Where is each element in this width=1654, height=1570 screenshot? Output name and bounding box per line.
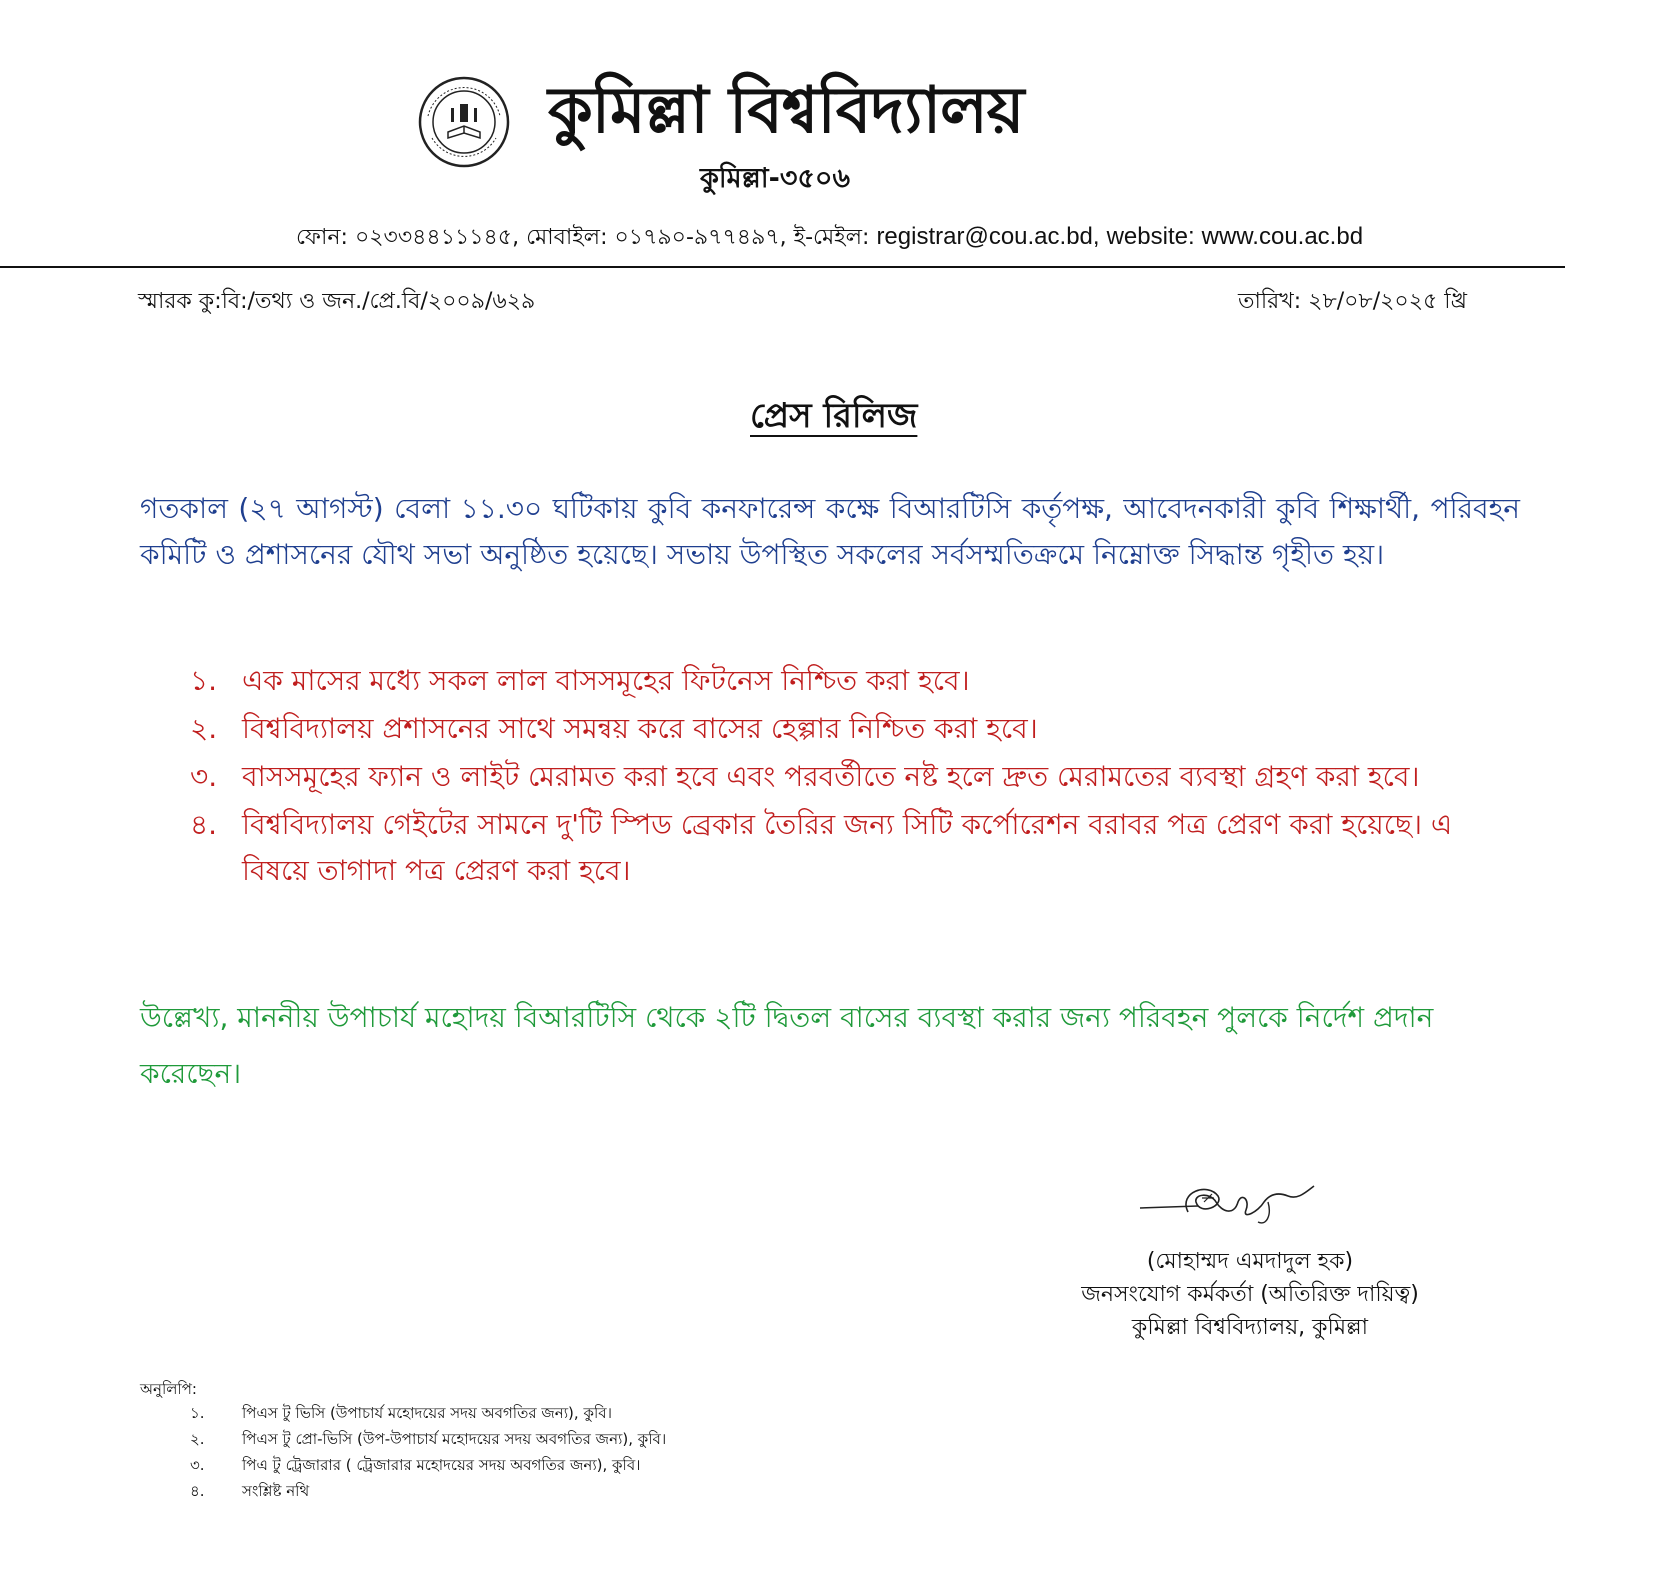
list-item-number: ৪. — [190, 1482, 205, 1500]
list-item — [190, 658, 1490, 704]
university-seal-logo — [418, 76, 510, 168]
list-item-number: ২. — [190, 712, 218, 745]
phone-label: ফোন: — [296, 225, 348, 250]
list-item-number: ১. — [190, 664, 218, 697]
list-item — [190, 1400, 666, 1426]
email-address[interactable]: registrar@cou.ac.bd — [876, 223, 1093, 250]
header-divider — [0, 266, 1565, 268]
handwritten-signature — [1138, 1172, 1318, 1242]
list-item-number: ৪. — [190, 808, 218, 841]
signatory-designation: জনসংযোগ কর্মকর্তা (অতিরিক্ত দায়িত্ব) — [1081, 1282, 1419, 1307]
memo-reference: স্মারক কু:বি:/তথ্য ও জন./প্রে.বি/২০০৯/৬২৯ — [138, 289, 536, 314]
list-item-text: বাসসমূহের ফ্যান ও লাইট মেরামত করা হবে এবং পরবর্তীতে নষ্ট হলে দ্রুত মেরামতের ব্যবস্থা গ্রহণ করা হবে। — [242, 760, 1420, 793]
list-item — [190, 1426, 666, 1452]
university-name: কুমিল্লা বিশ্ববিদ্যালয় — [548, 74, 1024, 148]
list-item — [190, 754, 1490, 800]
mobile-number: ০১৭৯০-৯৭৭৪৯৭ — [614, 225, 780, 250]
list-item-text: সংশ্লিষ্ট নথি — [242, 1482, 310, 1500]
cc-label: অনুলিপি: — [140, 1380, 197, 1398]
cc-list — [190, 1400, 666, 1504]
signatory-name: (মোহাম্মদ এমদাদুল হক) — [1146, 1249, 1354, 1274]
list-item-text: বিশ্ববিদ্যালয় প্রশাসনের সাথে সমন্বয় করে বাসের হেল্পার নিশ্চিত করা হবে। — [242, 712, 1038, 745]
university-city: কুমিল্লা-৩৫০৬ — [700, 163, 851, 194]
list-item — [190, 1478, 666, 1504]
list-item-text: পিএ টু ট্রেজারার ( ট্রেজারার মহোদয়ের সদয় অবগতির জন্য), কুবি। — [242, 1456, 641, 1474]
signatory-office: কুমিল্লা বিশ্ববিদ্যালয়, কুমিল্লা — [1131, 1315, 1369, 1340]
memo-date: তারিখ: ২৮/০৮/২০২৫ খ্রি — [1238, 289, 1467, 314]
email-label: ই-মেইল: — [793, 225, 870, 250]
list-item — [190, 706, 1490, 752]
note-paragraph: উল্লেখ্য, মাননীয় উপাচার্য মহোদয় বিআরটিসি থেকে ২টি দ্বিতল বাসের ব্যবস্থা করার জন্য পরিবহন পুলকে নির্দেশ প্রদান করেছেন। — [140, 1001, 1434, 1090]
list-item-text: পিএস টু ভিসি (উপাচার্য মহোদয়ের সদয় অবগতির জন্য), কুবি। — [242, 1404, 612, 1422]
phone-number: ০২৩৩৪৪১১১৪৫ — [354, 225, 513, 250]
list-item — [190, 802, 1490, 894]
signatory-block — [1060, 1245, 1440, 1344]
list-item-number: ২. — [190, 1430, 205, 1448]
list-item — [190, 1452, 666, 1478]
list-item-text: এক মাসের মধ্যে সকল লাল বাসসমূহের ফিটনেস নিশ্চিত করা হবে। — [242, 664, 970, 697]
list-item-text: পিএস টু প্রো-ভিসি (উপ-উপাচার্য মহোদয়ের সদয় অবগতির জন্য), কুবি। — [242, 1430, 667, 1448]
contact-line: ফোন: ০২৩৩৪৪১১১৪৫, মোবাইল: ০১৭৯০-৯৭৭৪৯৭, ই-মেইল: registrar@cou.ac.bd, website: www.cou.ac.bd — [296, 223, 1364, 250]
list-item-number: ৩. — [190, 1456, 205, 1474]
document-title: প্রেস রিলিজ — [750, 396, 918, 436]
intro-paragraph: গতকাল (২৭ আগস্ট) বেলা ১১.৩০ ঘটিকায় কুবি কনফারেন্স কক্ষে বিআরটিসি কর্তৃপক্ষ, আবেদনকারী কুবি শিক্ষার্থী, পরিবহন কমিটি ও প্রশাসনের যৌথ সভা অনুষ্ঠিত হয়েছে। সভায় উপস্থিত সকলের সর্বসম্মতিক্রমে নিম্নোক্ত সিদ্ধান্ত গৃহীত হয়। — [140, 492, 1520, 571]
decision-list — [190, 658, 1490, 896]
website-url[interactable]: www.cou.ac.bd — [1201, 223, 1364, 250]
mobile-label: মোবাইল: — [526, 225, 608, 250]
list-item-number: ১. — [190, 1404, 205, 1422]
list-item-text: বিশ্ববিদ্যালয় গেইটের সামনে দু'টি স্পিড ব্রেকার তৈরির জন্য সিটি কর্পোরেশন বরাবর পত্র প্রেরণ করা হয়েছে। এ বিষয়ে তাগাদা পত্র প্রেরণ করা হবে। — [242, 808, 1453, 887]
website-label: website: — [1106, 223, 1195, 250]
list-item-number: ৩. — [190, 760, 218, 793]
